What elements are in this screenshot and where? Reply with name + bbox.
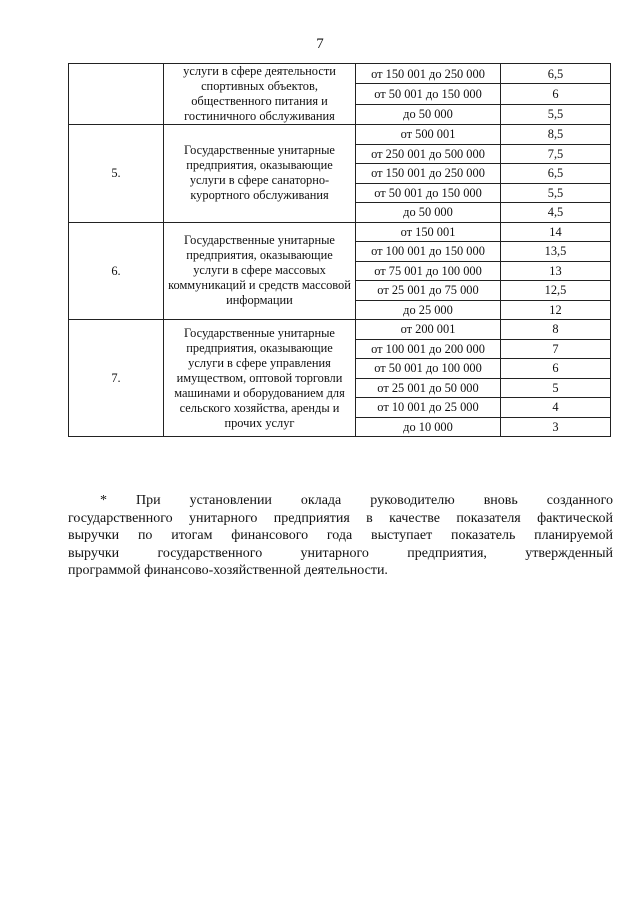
revenue-range-cell: от 500 001 <box>356 125 501 145</box>
rate-cell: 6,5 <box>501 64 611 84</box>
rate-cell: 6 <box>501 359 611 379</box>
revenue-range-cell: от 75 001 до 100 000 <box>356 261 501 281</box>
rate-cell: 13 <box>501 261 611 281</box>
rate-cell: 6,5 <box>501 164 611 184</box>
rate-cell: 7 <box>501 339 611 359</box>
salary-rate-table <box>68 63 611 437</box>
revenue-range-cell: от 250 001 до 500 000 <box>356 144 501 164</box>
footnote-line: выручки государственного унитарного предприятия, утвержденный <box>68 545 613 561</box>
footnote-line: государственного унитарного предприятия в качестве показателя фактической <box>68 510 613 526</box>
revenue-range-cell: от 25 001 до 50 000 <box>356 378 501 398</box>
revenue-range-cell: от 150 001 <box>356 222 501 242</box>
footnote <box>68 492 613 580</box>
rate-cell: 8 <box>501 320 611 340</box>
rate-cell: 5,5 <box>501 104 611 124</box>
table-row <box>69 222 611 242</box>
group-description-cell <box>164 320 356 437</box>
rate-cell: 5 <box>501 378 611 398</box>
revenue-range-cell: от 10 001 до 25 000 <box>356 398 501 418</box>
rate-cell: 12 <box>501 300 611 320</box>
revenue-range-cell: от 100 001 до 150 000 <box>356 242 501 262</box>
group-description-text: услуги в сфере деятельности спортивных объектов, общественного питания и гостиничного обслуживания <box>183 64 336 123</box>
rate-cell: 4,5 <box>501 203 611 223</box>
group-description-cell <box>164 222 356 320</box>
revenue-range-cell: от 150 001 до 250 000 <box>356 164 501 184</box>
group-description-text: Государственные унитарные предприятия, оказывающие услуги в сфере массовых коммуникаций и средств массовой информации <box>168 233 351 308</box>
table-body <box>69 64 611 437</box>
rate-cell: 4 <box>501 398 611 418</box>
group-number-cell <box>69 64 164 125</box>
group-description-text: Государственные унитарные предприятия, оказывающие услуги в сфере управления имуществом, оптовой торговли машинами и оборудованием для сельского хозяйства, аренды и прочих услуг <box>174 325 345 430</box>
revenue-range-cell: до 10 000 <box>356 417 501 437</box>
rate-cell: 6 <box>501 84 611 104</box>
group-description-cell <box>164 64 356 125</box>
footnote-line: * При установлении оклада руководителю вновь созданного <box>100 493 613 508</box>
revenue-range-cell: от 200 001 <box>356 320 501 340</box>
table-row <box>69 320 611 340</box>
revenue-range-cell: от 100 001 до 200 000 <box>356 339 501 359</box>
group-number-cell: 7. <box>69 320 164 437</box>
table-row <box>69 125 611 145</box>
revenue-range-cell: до 50 000 <box>356 203 501 223</box>
rate-cell: 13,5 <box>501 242 611 262</box>
table-row <box>69 64 611 84</box>
revenue-range-cell: от 50 001 до 150 000 <box>356 84 501 104</box>
rate-cell: 5,5 <box>501 183 611 203</box>
rate-cell: 7,5 <box>501 144 611 164</box>
rate-cell: 3 <box>501 417 611 437</box>
revenue-range-cell: от 50 001 до 150 000 <box>356 183 501 203</box>
rate-cell: 8,5 <box>501 125 611 145</box>
group-number-cell: 6. <box>69 222 164 320</box>
revenue-range-cell: до 25 000 <box>356 300 501 320</box>
rate-cell: 14 <box>501 222 611 242</box>
revenue-range-cell: от 25 001 до 75 000 <box>356 281 501 301</box>
revenue-range-cell: от 150 001 до 250 000 <box>356 64 501 84</box>
footnote-line: выручки по итогам финансового года выступает показатель планируемой <box>68 528 613 543</box>
revenue-range-cell: от 50 001 до 100 000 <box>356 359 501 379</box>
group-description-cell <box>164 125 356 223</box>
page-number: 7 <box>316 36 324 52</box>
group-number-cell: 5. <box>69 125 164 223</box>
rate-cell: 12,5 <box>501 281 611 301</box>
footnote-line: программой финансово-хозяйственной деятельности. <box>68 563 388 578</box>
revenue-range-cell: до 50 000 <box>356 104 501 124</box>
group-description-text: Государственные унитарные предприятия, оказывающие услуги в сфере санаторно-курортного обслуживания <box>184 143 335 203</box>
